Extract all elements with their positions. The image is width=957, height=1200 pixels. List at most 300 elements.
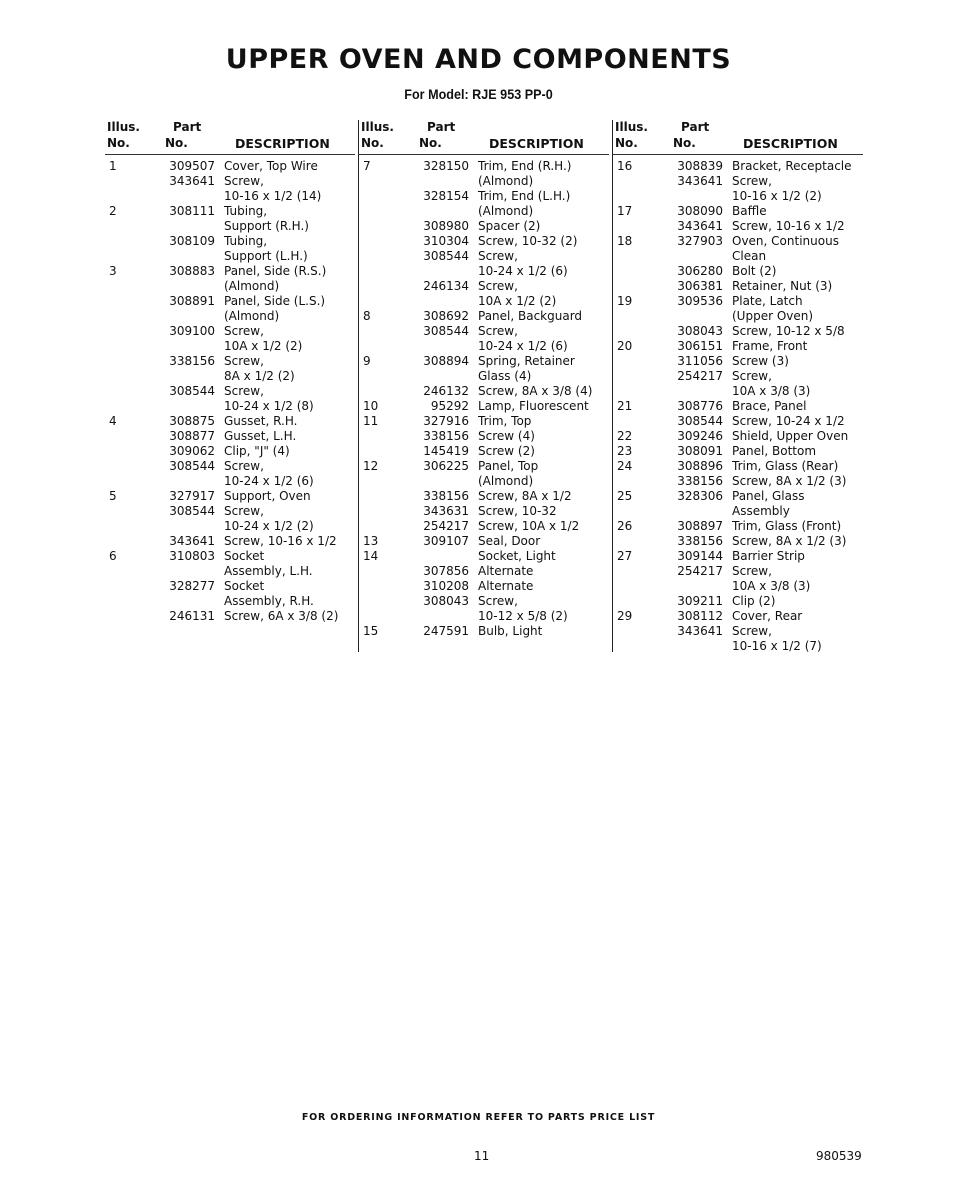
description: Socket, Light	[478, 549, 556, 563]
table-row	[613, 384, 863, 399]
illus-no: 23	[617, 444, 633, 458]
part-no	[161, 219, 224, 234]
table-row	[359, 504, 609, 519]
description: Screw (2)	[478, 444, 535, 458]
table-row	[613, 189, 863, 204]
part-no: 343631	[423, 504, 469, 518]
illus-no: 16	[617, 159, 633, 173]
table-row	[359, 429, 609, 444]
description: Screw (4)	[478, 429, 535, 443]
illus-no	[359, 384, 415, 399]
part-no: 328306	[677, 489, 723, 503]
part-no	[415, 369, 478, 384]
description: Cover, Rear	[732, 609, 803, 623]
header-illus: Illus.	[107, 120, 140, 134]
description: Bracket, Receptacle	[732, 159, 852, 173]
illus-no	[105, 339, 161, 354]
illus-no	[613, 639, 669, 654]
table-row	[105, 519, 355, 534]
illus-no: 12	[363, 459, 379, 473]
table-row	[105, 309, 355, 324]
description: Screw, 8A x 1/2 (3)	[732, 474, 847, 488]
table-row	[613, 429, 863, 444]
part-no: 327903	[677, 234, 723, 248]
table-row	[359, 354, 609, 369]
table-row	[359, 249, 609, 264]
illus-no: 25	[617, 489, 633, 503]
illus-no	[359, 234, 415, 249]
part-no: 308980	[423, 219, 469, 233]
part-no: 308544	[169, 504, 215, 518]
illus-no	[105, 324, 161, 339]
description: 10A x 1/2 (2)	[478, 294, 557, 308]
illus-no: 22	[617, 429, 633, 443]
part-no: 254217	[677, 369, 723, 383]
description: Plate, Latch	[732, 294, 803, 308]
header-illus: Illus.	[361, 120, 394, 134]
illus-no	[359, 324, 415, 339]
illus-no	[359, 279, 415, 294]
table-row	[613, 264, 863, 279]
table-row	[359, 444, 609, 459]
description: Screw,	[732, 369, 772, 383]
table-row	[359, 549, 609, 564]
part-no	[161, 309, 224, 324]
illus-no: 6	[109, 549, 117, 563]
part-no	[669, 504, 732, 519]
description: 10A x 1/2 (2)	[224, 339, 303, 353]
description: Tubing,	[224, 204, 268, 218]
header-part-no: No.	[165, 136, 188, 150]
part-no	[669, 309, 732, 324]
illus-no	[613, 414, 669, 429]
part-no	[415, 204, 478, 219]
description: Trim, Glass (Rear)	[732, 459, 839, 473]
header-illus: Illus.	[615, 120, 648, 134]
table-row	[359, 609, 609, 624]
illus-no	[105, 249, 161, 264]
illus-no	[359, 219, 415, 234]
part-no: 306381	[677, 279, 723, 293]
illus-no	[105, 384, 161, 399]
illus-no	[359, 294, 415, 309]
description: Frame, Front	[732, 339, 808, 353]
description: Shield, Upper Oven	[732, 429, 849, 443]
part-no: 308896	[677, 459, 723, 473]
description: Screw,	[478, 594, 518, 608]
illus-no	[105, 564, 161, 579]
illus-no	[105, 219, 161, 234]
illus-no	[359, 369, 415, 384]
table-row	[359, 159, 609, 174]
description: 10A x 3/8 (3)	[732, 384, 811, 398]
part-no: 306225	[423, 459, 469, 473]
illus-no	[105, 174, 161, 189]
header-part: Part	[681, 120, 710, 134]
part-no	[161, 189, 224, 204]
description: Gusset, L.H.	[224, 429, 297, 443]
description: Screw,	[224, 459, 264, 473]
illus-no: 11	[363, 414, 379, 428]
illus-no: 26	[617, 519, 633, 533]
illus-no: 3	[109, 264, 117, 278]
table-row	[613, 474, 863, 489]
description: Tubing,	[224, 234, 268, 248]
description: Lamp, Fluorescent	[478, 399, 589, 413]
illus-no	[359, 504, 415, 519]
part-no: 328150	[423, 159, 469, 173]
description: Screw,	[224, 504, 264, 518]
illus-no: 2	[109, 204, 117, 218]
table-row	[613, 609, 863, 624]
illus-no	[359, 429, 415, 444]
illus-no	[105, 519, 161, 534]
part-no	[161, 519, 224, 534]
illus-no	[105, 354, 161, 369]
part-no: 308692	[423, 309, 469, 323]
description: (Almond)	[478, 474, 534, 488]
description: Screw,	[732, 174, 772, 188]
illus-no	[613, 564, 669, 579]
description: Clip (2)	[732, 594, 776, 608]
table-row	[613, 549, 863, 564]
part-no: 306280	[677, 264, 723, 278]
table-row	[613, 624, 863, 639]
description: Clip, "J" (4)	[224, 444, 290, 458]
table-row	[613, 489, 863, 504]
table-row	[105, 294, 355, 309]
description: Clean	[732, 249, 767, 263]
description: 10-24 x 1/2 (6)	[478, 339, 568, 353]
parts-column-3	[612, 120, 863, 652]
table-row	[613, 219, 863, 234]
table-row	[359, 594, 609, 609]
illus-no: 1	[109, 159, 117, 173]
description: Baffle	[732, 204, 767, 218]
description: Alternate	[478, 564, 534, 578]
illus-no	[105, 459, 161, 474]
table-row	[105, 444, 355, 459]
header-part: Part	[173, 120, 202, 134]
illus-no	[613, 354, 669, 369]
column-header	[359, 120, 609, 155]
illus-no	[105, 429, 161, 444]
description: Screw, 8A x 1/2 (3)	[732, 534, 847, 548]
illus-no: 4	[109, 414, 117, 428]
part-no: 308877	[169, 429, 215, 443]
description: (Almond)	[478, 174, 534, 188]
part-no: 308544	[423, 324, 469, 338]
illus-no	[105, 594, 161, 609]
table-row	[359, 489, 609, 504]
table-row	[613, 249, 863, 264]
table-row	[359, 294, 609, 309]
parts-column-1	[105, 120, 355, 624]
part-no	[161, 399, 224, 414]
table-row	[613, 354, 863, 369]
part-no: 247591	[423, 624, 469, 638]
table-row	[613, 504, 863, 519]
description: Support (R.H.)	[224, 219, 309, 233]
description: 10-16 x 1/2 (14)	[224, 189, 322, 203]
table-row	[105, 414, 355, 429]
parts-column-2	[358, 120, 609, 652]
illus-no	[359, 339, 415, 354]
ordering-note: FOR ORDERING INFORMATION REFER TO PARTS PRICE LIST	[301, 1112, 656, 1123]
part-no: 328277	[169, 579, 215, 593]
description: Panel, Glass	[732, 489, 805, 503]
column-header	[613, 120, 863, 155]
description: (Almond)	[478, 204, 534, 218]
table-row	[105, 504, 355, 519]
description: (Almond)	[224, 279, 280, 293]
illus-no	[359, 189, 415, 204]
header-illus-no: No.	[107, 136, 130, 150]
illus-no	[613, 324, 669, 339]
illus-no: 15	[363, 624, 379, 638]
table-row	[105, 474, 355, 489]
part-no: 308544	[169, 459, 215, 473]
illus-no	[613, 579, 669, 594]
part-no	[669, 639, 732, 654]
description: Assembly, L.H.	[224, 564, 313, 578]
illus-no	[105, 609, 161, 624]
illus-no	[105, 399, 161, 414]
table-row	[105, 204, 355, 219]
part-no: 309144	[677, 549, 723, 563]
part-no: 308109	[169, 234, 215, 248]
part-no	[415, 474, 478, 489]
part-no: 308839	[677, 159, 723, 173]
illus-no: 24	[617, 459, 633, 473]
table-row	[105, 384, 355, 399]
description: 10-12 x 5/8 (2)	[478, 609, 568, 623]
table-row	[359, 474, 609, 489]
illus-no: 18	[617, 234, 633, 248]
part-no: 343641	[677, 174, 723, 188]
description: 10-16 x 1/2 (7)	[732, 639, 822, 653]
illus-no	[613, 504, 669, 519]
part-no: 308776	[677, 399, 723, 413]
table-row	[105, 219, 355, 234]
illus-no	[613, 249, 669, 264]
description: Screw,	[224, 324, 264, 338]
part-no: 308883	[169, 264, 215, 278]
table-row	[613, 519, 863, 534]
description: Screw, 10-16 x 1/2	[732, 219, 845, 233]
table-row	[105, 534, 355, 549]
illus-no	[105, 294, 161, 309]
description: Spring, Retainer	[478, 354, 575, 368]
illus-no	[105, 444, 161, 459]
part-no: 310208	[423, 579, 469, 593]
part-no: 343641	[677, 624, 723, 638]
description: (Almond)	[224, 309, 280, 323]
illus-no	[613, 279, 669, 294]
part-no: 327917	[169, 489, 215, 503]
illus-no	[105, 309, 161, 324]
part-no: 309246	[677, 429, 723, 443]
table-row	[105, 594, 355, 609]
table-row	[613, 174, 863, 189]
part-no	[161, 369, 224, 384]
table-row	[359, 624, 609, 639]
part-no: 246132	[423, 384, 469, 398]
illus-no	[613, 534, 669, 549]
description: Screw, 6A x 3/8 (2)	[224, 609, 339, 623]
column-header	[105, 120, 355, 155]
description: Bulb, Light	[478, 624, 543, 638]
part-no: 254217	[677, 564, 723, 578]
illus-no: 21	[617, 399, 633, 413]
table-row	[613, 579, 863, 594]
table-row	[613, 309, 863, 324]
header-description: DESCRIPTION	[235, 136, 330, 151]
page-title: UPPER OVEN AND COMPONENTS	[225, 44, 732, 75]
part-no: 145419	[423, 444, 469, 458]
table-row	[359, 519, 609, 534]
table-row	[105, 189, 355, 204]
table-row	[359, 564, 609, 579]
part-no: 343641	[677, 219, 723, 233]
table-row	[613, 159, 863, 174]
description: Screw (3)	[732, 354, 789, 368]
table-row	[359, 579, 609, 594]
illus-no: 10	[363, 399, 379, 413]
table-row	[359, 189, 609, 204]
part-no: 308544	[423, 249, 469, 263]
part-no: 308544	[677, 414, 723, 428]
part-no	[415, 339, 478, 354]
table-row	[105, 279, 355, 294]
description: Panel, Side (R.S.)	[224, 264, 327, 278]
part-no: 327916	[423, 414, 469, 428]
part-no: 308090	[677, 204, 723, 218]
description: 10A x 3/8 (3)	[732, 579, 811, 593]
header-part-no: No.	[673, 136, 696, 150]
table-row	[613, 234, 863, 249]
description: Barrier Strip	[732, 549, 805, 563]
description: Screw,	[224, 354, 264, 368]
illus-no	[613, 309, 669, 324]
illus-no	[359, 444, 415, 459]
illus-no	[105, 534, 161, 549]
part-no: 246131	[169, 609, 215, 623]
part-no	[161, 564, 224, 579]
illus-no	[613, 369, 669, 384]
illus-no: 8	[363, 309, 371, 323]
illus-no	[359, 594, 415, 609]
illus-no: 20	[617, 339, 633, 353]
part-no: 310304	[423, 234, 469, 248]
part-no: 246134	[423, 279, 469, 293]
part-no: 308544	[169, 384, 215, 398]
table-row	[105, 489, 355, 504]
illus-no	[359, 564, 415, 579]
description: Trim, Glass (Front)	[732, 519, 842, 533]
part-no	[669, 579, 732, 594]
illus-no	[359, 609, 415, 624]
table-row	[105, 159, 355, 174]
part-no: 311056	[677, 354, 723, 368]
table-row	[359, 309, 609, 324]
table-row	[105, 174, 355, 189]
table-row	[359, 279, 609, 294]
description: Screw, 10-12 x 5/8	[732, 324, 845, 338]
illus-no: 13	[363, 534, 379, 548]
header-description: DESCRIPTION	[743, 136, 838, 151]
illus-no	[613, 384, 669, 399]
table-row	[613, 459, 863, 474]
description: 10-24 x 1/2 (2)	[224, 519, 314, 533]
description: Cover, Top Wire	[224, 159, 318, 173]
illus-no	[359, 264, 415, 279]
illus-no	[359, 474, 415, 489]
page-number: 11	[474, 1149, 490, 1163]
illus-no	[359, 489, 415, 504]
table-row	[613, 279, 863, 294]
part-no	[161, 249, 224, 264]
header-part: Part	[427, 120, 456, 134]
part-no: 308111	[169, 204, 215, 218]
table-row	[359, 219, 609, 234]
illus-no	[613, 189, 669, 204]
description: 10-24 x 1/2 (6)	[478, 264, 568, 278]
description: Screw, 8A x 1/2	[478, 489, 572, 503]
part-no: 306151	[677, 339, 723, 353]
description: Screw,	[478, 279, 518, 293]
part-no: 95292	[430, 399, 469, 413]
part-no: 343641	[169, 534, 215, 548]
description: Socket	[224, 549, 265, 563]
table-row	[613, 639, 863, 654]
table-row	[105, 369, 355, 384]
part-no: 308043	[677, 324, 723, 338]
table-row	[105, 549, 355, 564]
illus-no	[105, 189, 161, 204]
table-row	[359, 384, 609, 399]
description: Panel, Bottom	[732, 444, 817, 458]
part-no: 307856	[423, 564, 469, 578]
part-no	[161, 474, 224, 489]
illus-no	[105, 279, 161, 294]
table-row	[105, 459, 355, 474]
description: Screw, 10-32	[478, 504, 557, 518]
table-row	[359, 174, 609, 189]
illus-no: 7	[363, 159, 371, 173]
header-description: DESCRIPTION	[489, 136, 584, 151]
illus-no	[359, 249, 415, 264]
description: 10-16 x 1/2 (2)	[732, 189, 822, 203]
description: 10-24 x 1/2 (6)	[224, 474, 314, 488]
illus-no	[359, 579, 415, 594]
illus-no: 9	[363, 354, 371, 368]
header-part-no: No.	[419, 136, 442, 150]
model-subtitle: For Model: RJE 953 PP-0	[404, 86, 553, 102]
part-no: 338156	[677, 534, 723, 548]
illus-no: 27	[617, 549, 633, 563]
table-row	[105, 234, 355, 249]
description: Screw, 10-24 x 1/2	[732, 414, 845, 428]
description: Support (L.H.)	[224, 249, 308, 263]
description: Screw,	[732, 624, 772, 638]
table-row	[359, 204, 609, 219]
table-row	[359, 324, 609, 339]
table-row	[105, 399, 355, 414]
part-no: 338156	[677, 474, 723, 488]
description: Oven, Continuous	[732, 234, 839, 248]
description: Screw,	[478, 249, 518, 263]
